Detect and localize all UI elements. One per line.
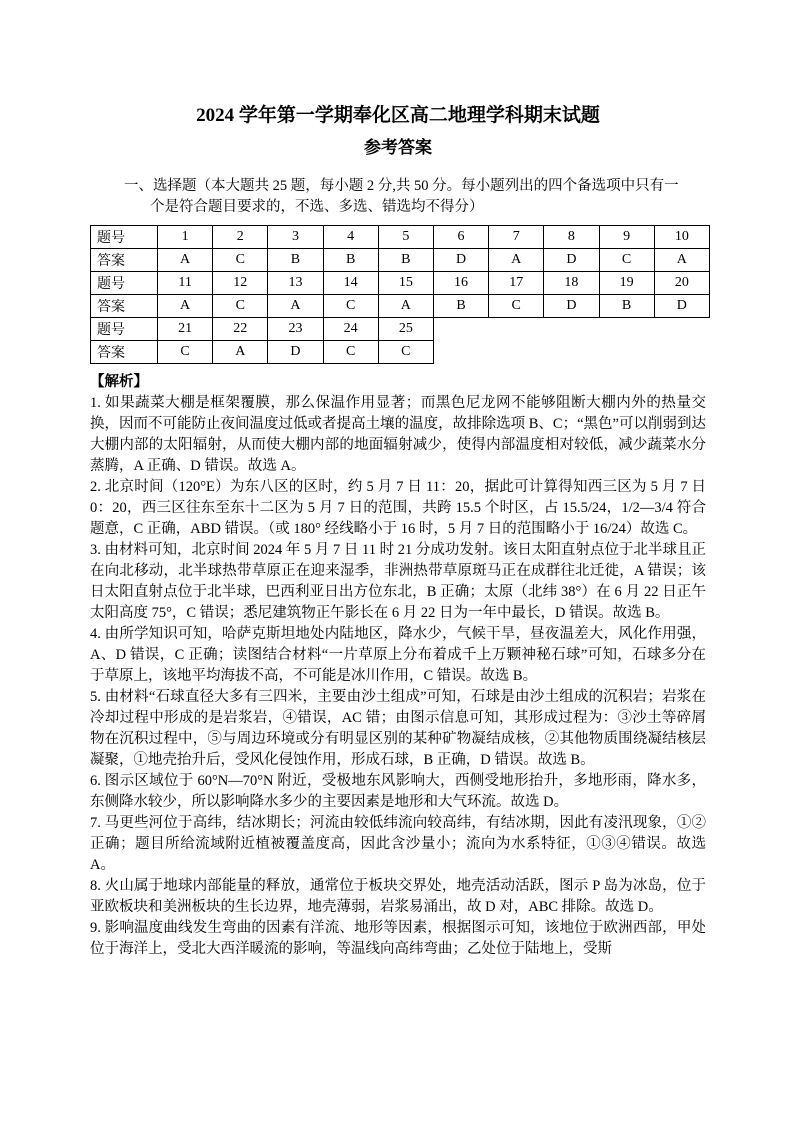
answer-cell: B	[599, 295, 654, 318]
answer-cell: A	[654, 249, 709, 272]
answer-cell: C	[323, 341, 378, 364]
answer-cell: 14	[323, 272, 378, 295]
answer-cell: C	[599, 249, 654, 272]
answer-cell: D	[544, 249, 599, 272]
answer-cell: C	[213, 295, 268, 318]
answer-cell: C	[213, 249, 268, 272]
answer-cell: 2	[213, 226, 268, 249]
answer-cell: 10	[654, 226, 709, 249]
analysis-item: 1. 如果蔬菜大棚是框架覆膜，那么保温作用显著；而黑色尼龙网不能够阻断大棚内外的热量交换，因而不可能防止夜间温度过低或者提高土壤的温度，故排除选项 B、C；“黑色”可以削弱到达大棚内部的太阳辐射，从而使大棚内部的地面辐射减少，使得内部温度相对较低，减少蔬菜水分蒸腾，A 正确、D 错误。故选 A。	[90, 395, 706, 474]
answer-cell: B	[268, 249, 323, 272]
page-title: 2024 学年第一学期奉化区高二地理学科期末试题	[196, 105, 600, 126]
answer-cell: 15	[378, 272, 433, 295]
answer-cell: C	[378, 341, 433, 364]
answer-cell: 25	[378, 318, 433, 341]
row-label-cell: 答案	[91, 341, 158, 364]
answer-cell: 19	[599, 272, 654, 295]
answer-cell: A	[268, 295, 323, 318]
page-subtitle: 参考答案	[364, 137, 432, 157]
answer-cell: 11	[158, 272, 213, 295]
answer-cell: 21	[158, 318, 213, 341]
analysis-item: 9. 影响温度曲线发生弯曲的因素有洋流、地形等因素，根据图示可知，该地位于欧洲西部，甲处位于海洋上，受北大西洋暖流的影响，等温线向高纬弯曲；乙处位于陆地上，受斯	[90, 920, 706, 957]
answer-cell: 7	[489, 226, 544, 249]
answer-cell: D	[433, 249, 488, 272]
answer-cell: D	[654, 295, 709, 318]
answer-cell: 18	[544, 272, 599, 295]
answer-cell: 4	[323, 226, 378, 249]
analysis-heading: 【解析】	[90, 374, 148, 390]
answer-cell: B	[323, 249, 378, 272]
section-heading-line2: 个是符合题目要求的，不选、多选、错选均不得分）	[150, 199, 484, 215]
answer-table	[90, 225, 710, 364]
answer-cell: 8	[544, 226, 599, 249]
answer-cell: 23	[268, 318, 323, 341]
analysis-item: 7. 马更些河位于高纬，结冰期长；河流由较低纬流向较高纬，有结冰期，因此有凌汛现象，①②正确；题目所给流域附近植被覆盖度高，因此含沙量小；流向为水系特征，①③④错误。故选 A。	[90, 815, 706, 873]
answer-cell: B	[378, 249, 433, 272]
answer-cell: 22	[213, 318, 268, 341]
row-label-cell: 题号	[91, 318, 158, 341]
answer-table-row	[91, 272, 710, 295]
answer-cell: 3	[268, 226, 323, 249]
answer-table-body	[91, 226, 710, 364]
answer-cell: 6	[433, 226, 488, 249]
row-label-cell: 答案	[91, 295, 158, 318]
answer-cell: C	[158, 341, 213, 364]
answer-table-row	[91, 226, 710, 249]
answer-cell: 1	[158, 226, 213, 249]
answer-cell: 20	[654, 272, 709, 295]
answer-cell: 13	[268, 272, 323, 295]
analysis-item: 5. 由材料“石球直径大多有三四米，主要由沙土组成”可知，石球是由沙土组成的沉积岩；岩浆在冷却过程中形成的是岩浆岩，④错误，AC 错；由图示信息可知，其形成过程为：③沙土等碎屑物在沉积过程中，⑤与周边环境或分有明显区别的某种矿物凝结成核，②其他物质围绕凝结核层凝聚，①地壳抬升后，受风化侵蚀作用，形成石球，B 正确，D 错误。故选 B。	[90, 689, 706, 768]
row-label-cell: 答案	[91, 249, 158, 272]
analysis-item: 3. 由材料可知，北京时间 2024 年 5 月 7 日 11 时 21 分成功发射。该日太阳直射点位于北半球且正在向北移动，北半球热带草原正在迎来湿季，非洲热带草原斑马正在成群往北迁徙，A 错误；该日太阳直射点位于北半球，巴西利亚日出方位东北，B 正确；太原（北纬 38°）在 6 月 22 日正午太阳高度 75°，C 错误；悉尼建筑物正午影长在 6 月 22 日为一年中最长，D 错误。故选 B。	[90, 542, 706, 621]
analysis-item: 8. 火山属于地球内部能量的释放，通常位于板块交界处，地壳活动活跃，图示 P 岛为冰岛，位于亚欧板块和美洲板块的生长边界，地壳薄弱，岩浆易涌出，故 D 对，ABC 排除。故选 D。	[90, 878, 706, 915]
answer-table-row	[91, 318, 710, 341]
answer-cell: A	[158, 295, 213, 318]
answer-cell: A	[378, 295, 433, 318]
answer-cell: 9	[599, 226, 654, 249]
answer-table-row	[91, 249, 710, 272]
answer-cell: 12	[213, 272, 268, 295]
analysis-list	[90, 393, 706, 960]
row-label-cell: 题号	[91, 226, 158, 249]
answer-cell: C	[323, 295, 378, 318]
analysis-item: 4. 由所学知识可知，哈萨克斯坦地处内陆地区，降水少，气候干旱，昼夜温差大，风化作用强，A、D 错误，C 正确；读图结合材料“一片草原上分布着成千上万颗神秘石球”可知，石球多分在于草原上，该地平均海拔不高，不可能是冰川作用，C 错误。故选 B。	[90, 626, 706, 684]
answer-cell: D	[544, 295, 599, 318]
answer-cell: A	[158, 249, 213, 272]
answer-cell: 5	[378, 226, 433, 249]
answer-cell: A	[489, 249, 544, 272]
answer-cell: 17	[489, 272, 544, 295]
analysis-item: 6. 图示区域位于 60°N—70°N 附近，受极地东风影响大，西侧受地形抬升，多地形雨，降水多，东侧降水较少，所以影响降水多少的主要因素是地形和大气环流。故选 D。	[90, 773, 706, 810]
answer-cell: A	[213, 341, 268, 364]
analysis-item: 2. 北京时间（120°E）为东八区的区时，约 5 月 7 日 11：20，据此可计算得知西三区为 5 月 7 日 0：20，西三区往东至东十二区为 5 月 7 日的范围，共跨 15.5 个时区，占 15.5/24，1/2—3/4 符合题意，C 正确，ABD 错误。（或 180° 经线略小于 16 时，5 月 7 日的范围略小于 16/24）故选 C。	[90, 479, 706, 537]
answer-cell: D	[268, 341, 323, 364]
answer-cell: 24	[323, 318, 378, 341]
answer-table-row	[91, 295, 710, 318]
row-label-cell: 题号	[91, 272, 158, 295]
answer-cell: C	[489, 295, 544, 318]
answer-cell: B	[433, 295, 488, 318]
answer-cell: 16	[433, 272, 488, 295]
section-heading-line1: 一、选择题（本大题共 25 题，每小题 2 分,共 50 分。每小题列出的四个备选项中只有一	[124, 178, 679, 194]
answer-table-row	[91, 341, 710, 364]
